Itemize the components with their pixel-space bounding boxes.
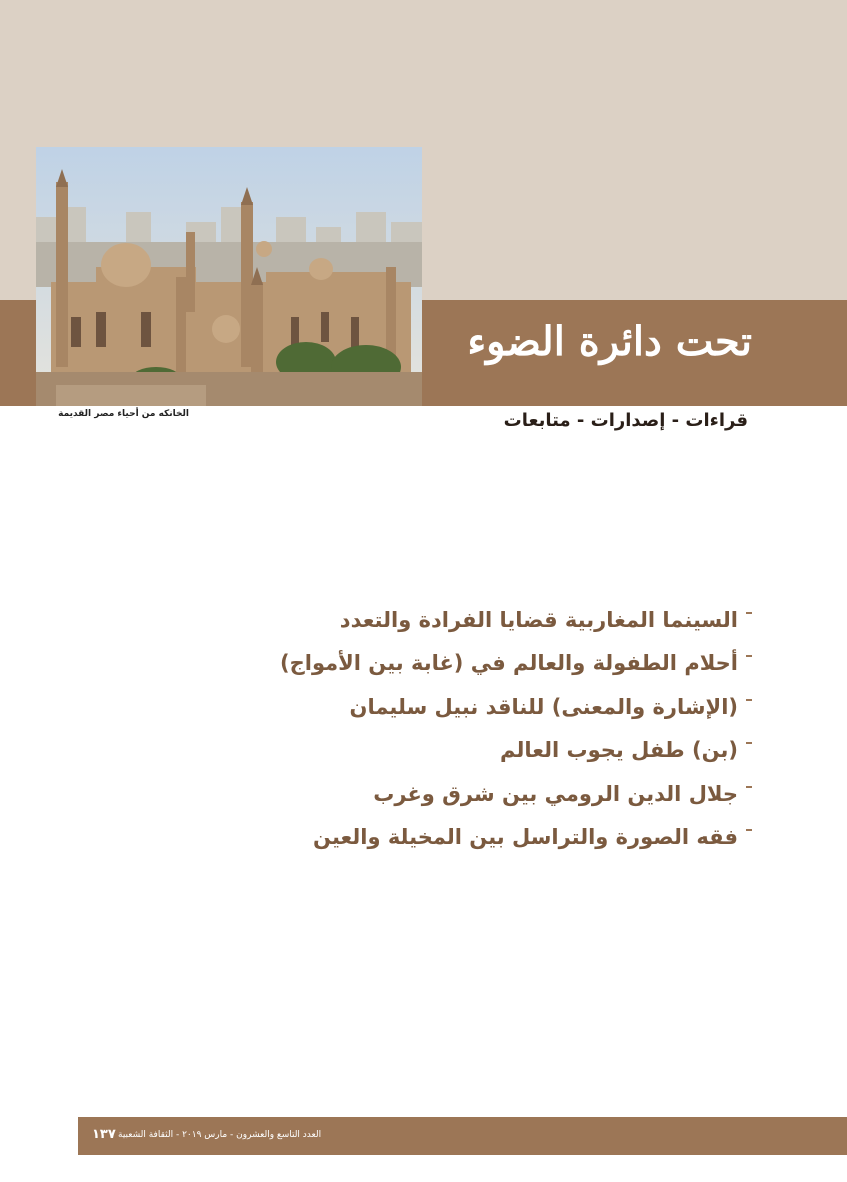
bullet-dash-icon: [746, 829, 752, 831]
page-footer: [78, 1117, 847, 1155]
contents-item-label: أحلام الطفولة والعالم في (غابة بين الأمواج): [280, 651, 738, 676]
footer-issue-text: العدد التاسع والعشرون - مارس ٢٠١٩ - الثقافة الشعبية: [118, 1130, 322, 1140]
contents-item[interactable]: [232, 685, 752, 729]
contents-item-label: (بن) طفل يجوب العالم: [499, 738, 738, 763]
section-title: تحت دائرة الضوء: [467, 318, 752, 365]
photo-caption: الخانكه من أحياء مصر القديمة: [58, 409, 189, 419]
bullet-dash-icon: [746, 786, 752, 788]
contents-item[interactable]: [232, 642, 752, 686]
bullet-dash-icon: [746, 742, 752, 744]
bullet-dash-icon: [746, 612, 752, 614]
contents-item-label: (الإشارة والمعنى) للناقد نبيل سليمان: [349, 694, 738, 719]
contents-item[interactable]: [232, 729, 752, 773]
page-number: ١٣٧: [92, 1127, 116, 1142]
bullet-dash-icon: [746, 699, 752, 701]
contents-item-label: فقه الصورة والتراسل بين المخيلة والعين: [313, 825, 738, 850]
bullet-dash-icon: [746, 655, 752, 657]
contents-item-label: جلال الدين الرومي بين شرق وغرب: [373, 781, 738, 806]
contents-item[interactable]: [232, 816, 752, 860]
contents-list: [232, 598, 752, 859]
contents-item-label: السينما المغاربية قضايا الفرادة والتعدد: [339, 607, 738, 632]
section-subtitle: قراءات - إصدارات - متابعات: [503, 410, 748, 431]
mosque-photo: [36, 147, 422, 406]
contents-item[interactable]: [232, 772, 752, 816]
contents-item[interactable]: [232, 598, 752, 642]
